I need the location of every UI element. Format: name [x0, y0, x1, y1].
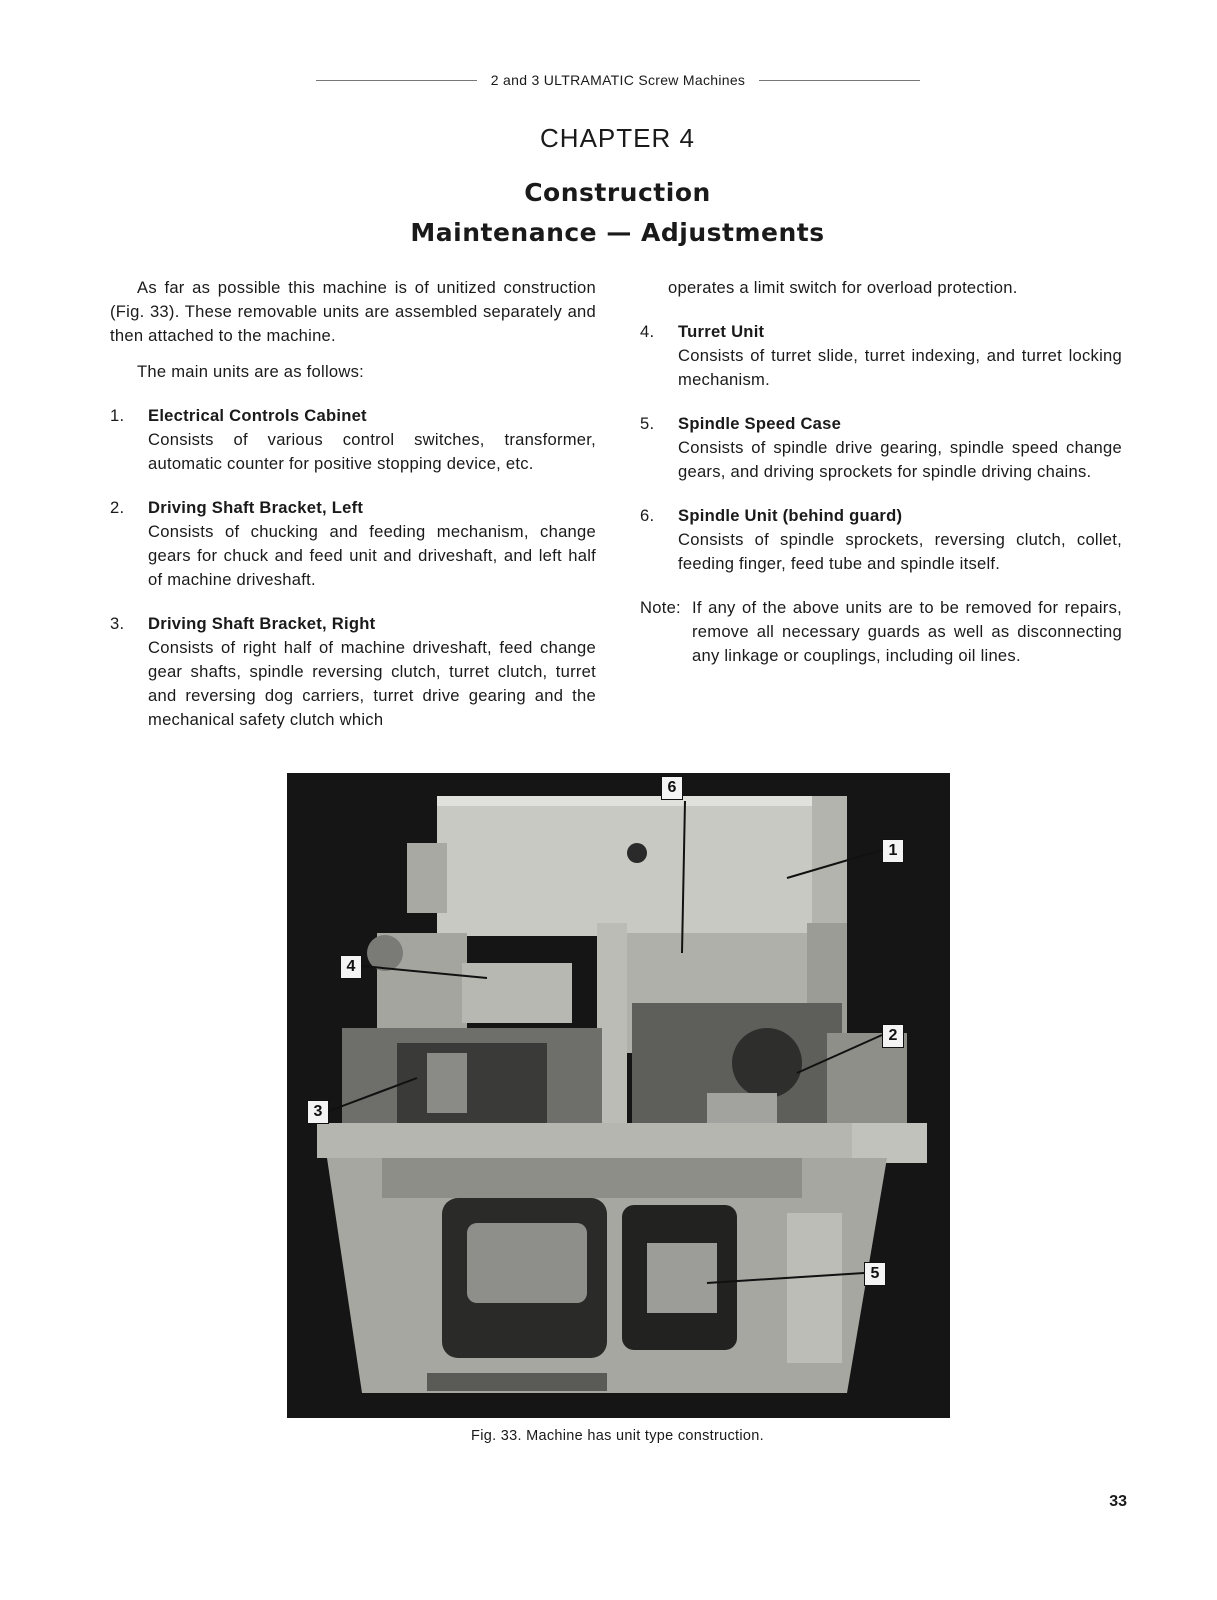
item-text: Consists of spindle sprockets, reversing clutch, collet, feeding finger, feed tube and spindle itself.	[678, 530, 1122, 573]
item-number: 5.	[640, 414, 655, 433]
title-line-2: Maintenance — Adjustments	[410, 218, 825, 247]
header-rule-right	[759, 80, 920, 81]
page-title	[0, 173, 1217, 253]
note-label: Note:	[640, 598, 681, 617]
callout-5: 5	[864, 1262, 886, 1286]
item-number: 4.	[640, 322, 655, 341]
running-title: 2 and 3 ULTRAMATIC Screw Machines	[490, 72, 746, 88]
item-text: Consists of various control switches, transformer, automatic counter for positive stopping device, etc.	[148, 430, 596, 473]
machine-illustration	[287, 773, 950, 1418]
callout-6: 6	[661, 776, 683, 800]
continuation-text: operates a limit switch for overload protection.	[668, 278, 1018, 297]
item-text: Consists of spindle drive gearing, spindle speed change gears, and driving sprockets for spindle driving chains.	[678, 438, 1122, 481]
page-number: 33	[1109, 1493, 1127, 1510]
item-number: 1.	[110, 406, 125, 425]
item-number: 6.	[640, 506, 655, 525]
title-line-1: Construction	[524, 178, 711, 207]
item-heading: Driving Shaft Bracket, Right	[148, 614, 376, 633]
list-item	[640, 320, 1122, 392]
item-text: Consists of chucking and feeding mechanism, change gears for chuck and feed unit and driveshaft, and left half of machine driveshaft.	[148, 522, 596, 589]
item-heading: Electrical Controls Cabinet	[148, 406, 367, 425]
chapter-label: CHAPTER 4	[540, 123, 695, 153]
item-heading: Turret Unit	[678, 322, 765, 341]
callout-3: 3	[307, 1100, 329, 1124]
callout-4: 4	[340, 955, 362, 979]
item-heading: Spindle Unit (behind guard)	[678, 506, 903, 525]
item-text: Consists of turret slide, turret indexing, and turret locking mechanism.	[678, 346, 1122, 389]
running-header	[316, 70, 920, 90]
list-item	[110, 404, 596, 476]
header-rule-left	[316, 80, 477, 81]
item-number: 3.	[110, 614, 125, 633]
callout-1: 1	[882, 839, 904, 863]
item-heading: Driving Shaft Bracket, Left	[148, 498, 364, 517]
list-item	[110, 496, 596, 592]
item-text: Consists of right half of machine driveshaft, feed change gear shafts, spindle reversing clutch, turret clutch, turret and reversing dog carriers, turret drive gearing and the mechanical safety clutch which	[148, 638, 596, 729]
intro-paragraph: As far as possible this machine is of unitized construction (Fig. 33). These removable units are assembled separately and then attached to the machine.	[110, 278, 596, 345]
list-item	[110, 612, 596, 732]
note	[640, 596, 1122, 668]
callout-2: 2	[882, 1024, 904, 1048]
list-item	[640, 412, 1122, 484]
item-number: 2.	[110, 498, 125, 517]
item-heading: Spindle Speed Case	[678, 414, 842, 433]
machine-photo	[287, 773, 950, 1418]
list-item	[640, 504, 1122, 576]
left-column	[110, 276, 596, 732]
figure-caption: Fig. 33. Machine has unit type construction.	[471, 1428, 764, 1444]
main-units-paragraph: The main units are as follows:	[137, 362, 365, 381]
right-column	[640, 276, 1122, 668]
note-text: If any of the above units are to be removed for repairs, remove all necessary guards as well as disconnecting any linkage or couplings, including oil lines.	[692, 598, 1122, 665]
